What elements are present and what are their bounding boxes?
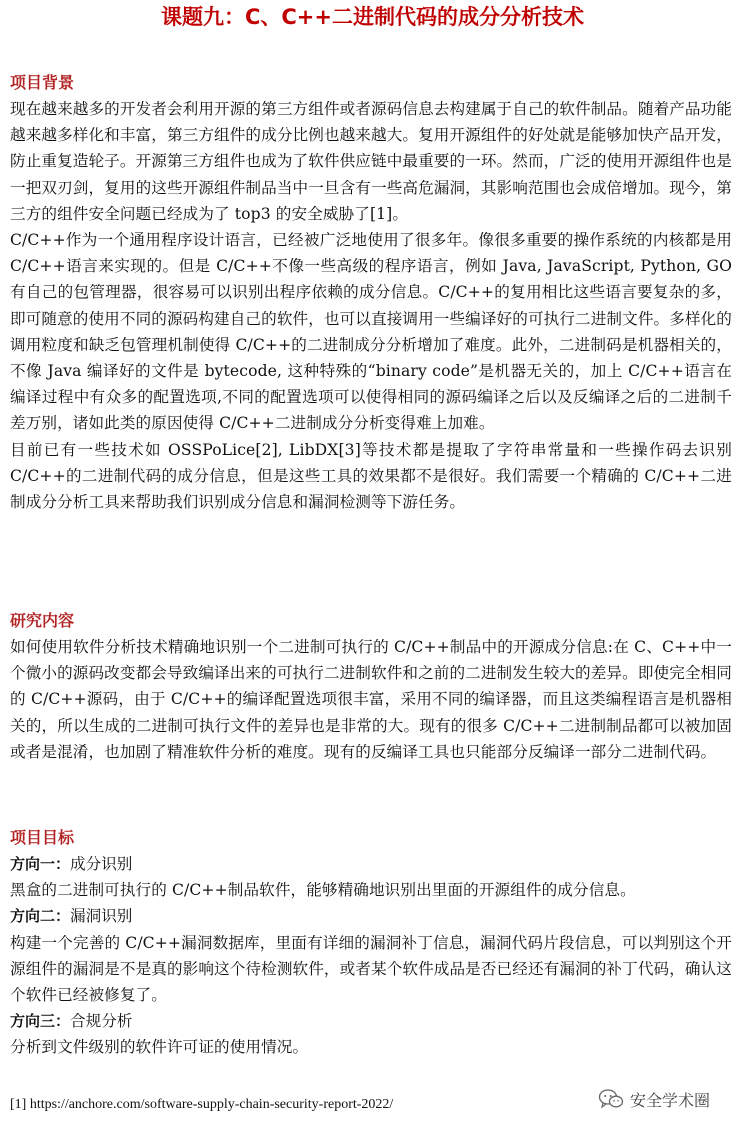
- background-paragraph-3: 目前已有一些技术如 OSSPoLice[2], LibDX[3]等技术都是提取了字符串常量和一些操作码去识别 C/C++的二进制代码的成分信息，但是这些工具的效果都不是很好。我们需要一个精确的 C/C++二进制成分分析工具来帮助我们识别成分信息和漏洞检测等下游任务。: [10, 440, 732, 512]
- direction-2-name: 漏洞识别: [70, 907, 133, 926]
- direction-2-label: 方向二：: [10, 907, 71, 926]
- goals-heading: 项目目标: [10, 828, 75, 847]
- direction-1-desc: 黑盒的二进制可执行的 C/C++制品软件，能够精确地识别出里面的开源组件的成分信息。: [10, 881, 636, 900]
- background-section: [10, 70, 732, 515]
- document-title: 课题九：C、C++二进制代码的成分分析技术: [160, 5, 584, 29]
- direction-1-row: [10, 851, 732, 877]
- direction-2-desc: 构建一个完善的 C/C++漏洞数据库，里面有详细的漏洞补丁信息，漏洞代码片段信息，可以判别这个开源组件的漏洞是不是真的影响这个待检测软件，或者某个软件成品是否已经还有漏洞的补丁代码，确认这个软件已经被修复了。: [10, 933, 732, 1005]
- watermark: [598, 1087, 710, 1111]
- direction-2-row: [10, 903, 732, 929]
- wechat-icon: [598, 1088, 624, 1110]
- direction-3-name: 合规分析: [70, 1012, 133, 1031]
- background-paragraph-2: C/C++作为一个通用程序设计语言，已经被广泛地使用了很多年。像很多重要的操作系统的内核都是用 C/C++语言来实现的。但是 C/C++不像一些高级的程序语言，例如 Java, JavaScript, Python, GO 有自己的包管理器，很容易可以识别出程序依赖的成分信息。C/C++的复用相比这些语言要复杂的多，即可随意的使用不同的源码构建自己的软件，也可以直接调用一些编译好的可执行二进制文件。多样化的调用粒度和缺乏包管理机制使得 C/C++的二进制成分分析增加了难度。此外，二进制码是机器相关的，不像 Java 编译好的文件是 bytecode, 这种特殊的“binary code”是机器无关的，加上 C/C++语言在编译过程中有众多的配置选项,不同的配置选项可以使得相同的源码编译之后以及反编译之后的二进制千差万别，诸如此类的原因使得 C/C++二进制成分分析变得难上加难。: [10, 231, 732, 433]
- direction-1-name: 成分识别: [70, 855, 133, 873]
- direction-3-label: 方向三：: [10, 1012, 71, 1031]
- research-paragraph: 如何使用软件分析技术精确地识别一个二进制可执行的 C/C++制品中的开源成分信息:在 C、C++中一个微小的源码改变都会导致编译出来的可执行二进制软件和之前的二进制发生较大的差异。即使完全相同的 C/C++源码，由于 C/C++的编译配置选项很丰富，采用不同的编译器，而且这类编程语言是机器相关的，所以生成的二进制可执行文件的差异也是非常的大。现有的很多 C/C++二进制制品都可以被加固或者是混淆，也加剧了精准软件分析的难度。现有的反编译工具也只能部分反编译一部分二进制代码。: [10, 638, 732, 761]
- background-heading: 项目背景: [10, 73, 75, 92]
- direction-3-desc: 分析到文件级别的软件许可证的使用情况。: [10, 1038, 309, 1057]
- direction-3-row: [10, 1008, 732, 1034]
- research-section: [10, 608, 732, 765]
- watermark-text: 安全学术圈: [630, 1090, 711, 1110]
- research-heading: 研究内容: [10, 611, 75, 630]
- direction-1-label: 方向一：: [10, 855, 71, 873]
- footnote: [1] https://anchore.com/software-supply-chain-security-report-2022/: [10, 1097, 394, 1112]
- background-paragraph-1: 现在越来越多的开发者会利用开源的第三方组件或者源码信息去构建属于自己的软件制品。随着产品功能越来越多样化和丰富，第三方组件的成分比例也越来越大。复用开源组件的好处就是能够加快产品开发，防止重复造轮子。开源第三方组件也成为了软件供应链中最重要的一环。然而，广泛的使用开源组件也是一把双刃剑，复用的这些开源组件制品当中一旦含有一些高危漏洞，其影响范围也会成倍增加。现今，第三方的组件安全问题已经成为了 top3 的安全威胁了[1]。: [10, 100, 732, 223]
- goals-section: [10, 825, 732, 1061]
